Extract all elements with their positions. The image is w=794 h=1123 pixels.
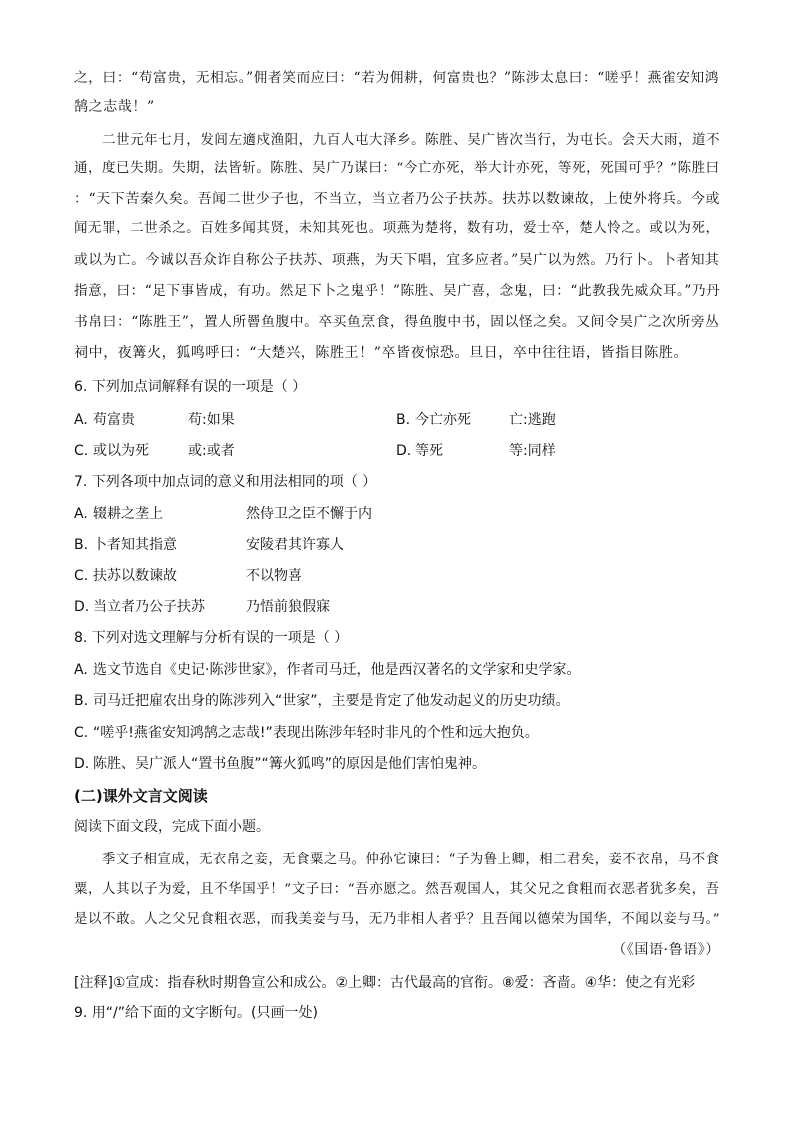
passage-line: 之，曰：“苟富贵，无相忘。”佣者笑而应曰：“若为佣耕，何富贵也？”陈涉太息曰：“嗟乎！燕雀安知鸿 xyxy=(74,70,720,86)
passage-line: 指意，曰：“足下事皆成，有功。然足下卜之鬼乎！”陈胜、吴广喜，念鬼，曰：“此教我先威众耳。”乃丹 xyxy=(74,283,721,299)
q7-option-a-phrase2: 然侍卫之臣不懈于内 xyxy=(246,506,372,522)
q6-option-b-letter: B. xyxy=(396,412,411,428)
q6-option-d-gloss: 等:同样 xyxy=(509,443,556,459)
q6-option-b-term: 今亡亦死 xyxy=(415,412,471,428)
passage2-source: （《国语·鲁语》） xyxy=(612,942,720,958)
question-7-stem: 7. 下列各项中加点词的意义和用法相同的项（ ） xyxy=(74,474,377,490)
passage-line: 通，度已失期。失期，法皆斩。陈胜、吴广乃谋曰：“今亡亦死，举大计亦死，等死，死国可乎？”陈胜曰 xyxy=(74,161,720,176)
q8-option-c-text: “嗟乎!燕雀安知鸿鹄之志哉!”表现出陈涉年轻时非凡的个性和远大抱负。 xyxy=(93,725,539,741)
q7-option-d-phrase1: 当立者乃公子扶苏 xyxy=(93,599,205,615)
q6-option-a-letter: A. xyxy=(74,412,88,428)
passage-line: 二世元年七月，发闾左適戍渔阳，九百人屯大泽乡。陈胜、吴广皆次当行，为屯长。会天大雨，道不 xyxy=(102,132,721,148)
question-6-stem: 6. 下列加点词解释有误的一项是（ ） xyxy=(74,379,307,395)
q7-option-c-phrase2: 不以物喜 xyxy=(246,568,302,584)
q7-option-b-letter: B. xyxy=(74,537,89,553)
q7-option-c-phrase1: 扶苏以数谏故 xyxy=(93,568,177,584)
q6-option-b-gloss: 亡:逃跑 xyxy=(509,412,556,428)
passage-line: 或以为亡。今诚以吾众诈自称公子扶苏、项燕，为天下唱，宜多应者。”吴广以为然。乃行卜。卜者知其 xyxy=(74,252,720,268)
q6-option-c-gloss: 或:或者 xyxy=(188,443,235,459)
q7-option-b-phrase1: 卜者知其指意 xyxy=(93,537,177,553)
passage-line: 书帛曰：“陈胜王”，置人所罾鱼腹中。卒买鱼烹食，得鱼腹中书，固以怪之矣。又间令吴广之次所旁丛 xyxy=(74,314,720,330)
q8-option-d-text: 陈胜、吴广派人“置书鱼腹”“篝火狐鸣”的原因是他们害怕鬼神。 xyxy=(93,756,487,772)
q7-option-a-phrase1: 辍耕之垄上 xyxy=(93,506,163,522)
q8-option-a-letter: A. xyxy=(74,662,88,678)
q6-option-a-term: 苟富贵 xyxy=(93,412,135,428)
passage-line: 闻无罪，二世杀之。百姓多闻其贤，未知其死也。项燕为楚将，数有功，爱士卒，楚人怜之。或以为死， xyxy=(74,221,720,236)
q7-option-c-letter: C. xyxy=(74,568,89,584)
annotation-note: [注释]①宣成：指春秋时期鲁宣公和成公。②上卿：古代最高的官衔。⑧爱：吝啬。④华：使之有光彩 xyxy=(74,975,696,991)
passage2-line: 粟，人其以子为爱，且不华国乎！”文子曰：“吾亦愿之。然吾观国人，其父兄之食粗而衣恶者犹多矣，吾 xyxy=(74,882,720,897)
section-instruction: 阅读下面文段，完成下面小题。 xyxy=(74,819,270,835)
q8-option-c-letter: C. xyxy=(74,725,89,741)
section-title: (二)课外文言文阅读 xyxy=(74,787,208,805)
q7-option-b-phrase2: 安陵君其许寡人 xyxy=(246,537,344,553)
q7-option-d-letter: D. xyxy=(74,599,90,615)
passage-line: 祠中，夜篝火，狐鸣呼曰：“大楚兴，陈胜王！”卒皆夜惊恐。旦日，卒中往往语，皆指目陈胜。 xyxy=(74,345,689,361)
q8-option-b-text: 司马迁把雇农出身的陈涉列入“世家”，主要是肯定了他发动起义的历史功绩。 xyxy=(93,693,570,709)
q6-option-d-letter: D. xyxy=(396,443,412,459)
q6-option-d-term: 等死 xyxy=(415,443,443,459)
passage2-line: 是以不敢。人之父兄食粗衣恶，而我美妾与马，无乃非相人者乎？且吾闻以德荣为国华，不闻以妾与马。” xyxy=(74,912,721,927)
q6-option-c-letter: C. xyxy=(74,443,89,459)
q8-option-d-letter: D. xyxy=(74,756,90,772)
q8-option-b-letter: B. xyxy=(74,693,89,709)
q8-option-a-text: 选文节选自《史记·陈涉世家》，作者司马迁，他是西汉著名的文学家和史学家。 xyxy=(93,662,581,678)
q6-option-a-gloss: 苟:如果 xyxy=(188,412,235,428)
q6-option-c-term: 或以为死 xyxy=(93,443,149,459)
q7-option-a-letter: A. xyxy=(74,506,88,522)
passage-line: 鹄之志哉！” xyxy=(74,99,155,115)
passage-line: ：“天下苦秦久矣。吾闻二世少子也，不当立，当立者乃公子扶苏。扶苏以数谏故，上使外将兵。今或 xyxy=(74,191,720,207)
q7-option-d-phrase2: 乃悟前狼假寐 xyxy=(246,599,330,615)
passage2-line: 季文子相宣成，无衣帛之妾，无食粟之马。仲孙它谏曰：“子为鲁上卿，相二君矣，妾不衣帛，马不食 xyxy=(102,852,720,867)
question-9-stem: 9. 用“/”给下面的文字断句。(只画一处) xyxy=(74,1005,318,1021)
question-8-stem: 8. 下列对选文理解与分析有误的一项是（ ） xyxy=(74,630,349,646)
